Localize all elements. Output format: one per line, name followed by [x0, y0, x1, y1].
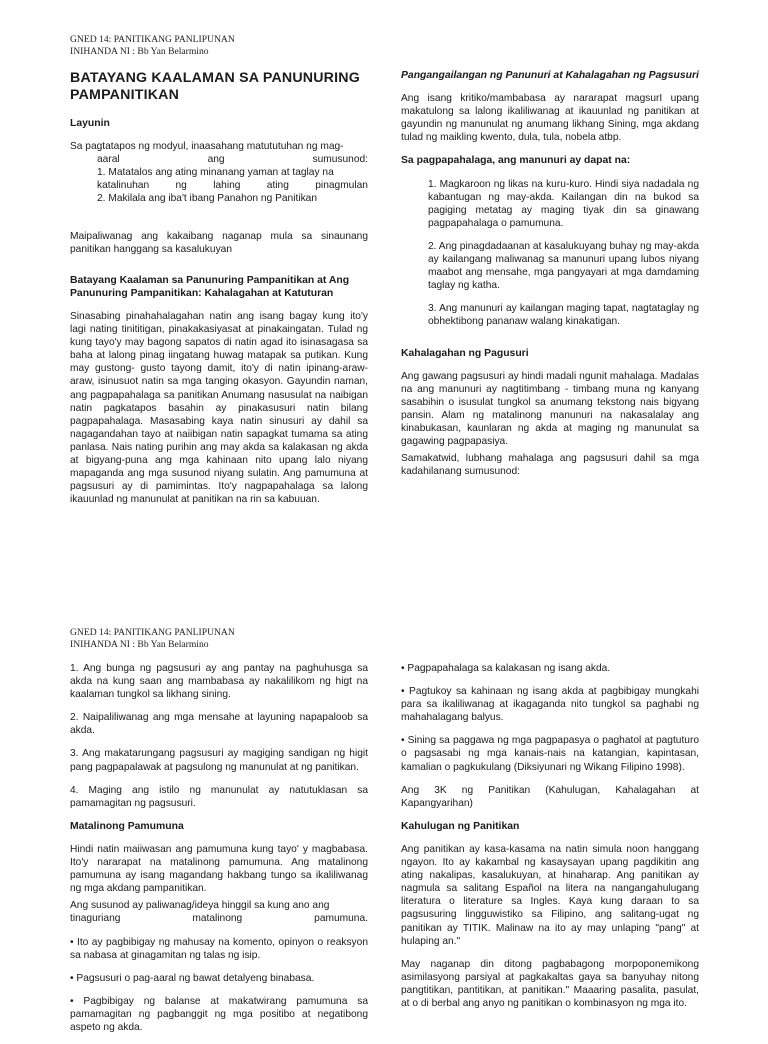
left-column: [70, 70, 368, 516]
explain-paragraph: Maipaliwanag ang kakaibang naganap mula sa sinaunang panitikan hanggang sa kasalukuyan: [70, 230, 368, 255]
critique-heading: Matalinong Pamumuna: [70, 820, 184, 832]
critique-bullet: • Ito ay pagbibigay ng mahusay na komento, opinyon o reaksyon sa nabasa at ginagamitan ng talas ng isip.: [70, 936, 368, 961]
right-bullet: • Sining sa paggawa ng mga pagpapasya o paghatol at pagtuturo o pagsasabi ng mga kanais-nais na katangian, kapintasan, kamalian o pagkukulang (Diksiyunari ng Wikang Filipino 1998).: [401, 735, 699, 773]
objectives-heading: Layunin: [70, 118, 110, 129]
criteria-item: 2. Ang pinagdadaanan at kasalukuyang buhay ng may-akda ay kailangang maliwanag sa manunuri upang lubos niyang maabot ang mensahe, mga pangyayari at mga damdaming taglay ng katha.: [428, 240, 699, 292]
objectives-intro-cont: aaral ang sumusunod:: [97, 154, 368, 166]
course-title: GNED 14: PANITIKANG PANLIPUNAN: [70, 34, 235, 45]
page2-right-column: [401, 662, 699, 1020]
page2-left-column: [70, 662, 368, 1044]
objective-1-cont: katalinuhan ng lahing ating pinagmulan: [97, 180, 368, 192]
section-paragraph: Sinasabing pinahahalagahan natin ang isang bagay kung ito'y lagi nating tinititigan, pinakakasiyasat at pinakaingatan. Tulad ng kung tayo'y may bagong sapatos di natin agad ito isinasagasa sa baha at lalong pinag iingatang huwag matapak sa putikan. Kung may gustong- gusto tayong damit, ito'y di natin ipinang-araw-araw, isinusuot natin sa mga tanging okasyon. Gayundin naman, ang pagpapahalaga sa panitikan Anumang nasusulat na naibigan natin pagkatapos basahin ay pinakasusuri natin bilang pagpapahalaga. Masasabing kaya natin sinusuri ay dahil sa nagagandahan tayo at naiibigan natin sapagkat tumama sa ating panlasa. Nais nating purihin ang may akda sa kalakasan ng akda at bigyang-puna ang mga kahinaan nito upang lalo niyang mapaganda ang mga susunod niyang sulatin. Ang pamumuna at pagsusuri ay di pamimintas. Ito'y nagpapahalaga sa lalong ikauunlad ng manunulat at panitikan na rin sa kabuuan.: [70, 310, 368, 506]
meaning-paragraph-2: May naganap din ditong pagbabagong morpoponemikong asimilasyong parsiyal at pagkakaltas gaya sa banyuhay nitong pangtitikan, pantitikan, at panitikan." Maaaring pasalita, pasulat, at o di berbal ang anyo ng panitikan o kombinasyon ng mga ito.: [401, 958, 699, 1009]
critique-paragraph: Hindi natin maiiwasan ang pamumuna kung tayo' y magbabasa. Ito'y nararapat na matalinong pamumuna. Ang matalinong pamumuna ay isang magandang hakbang tungo sa ikaliliwanag ng mga akdang pampanitikan.: [70, 843, 368, 895]
criteria-item: 3. Ang manunuri ay kailangan maging tapat, nagtataglay ng obhektibong pananaw walang kinakatigan.: [428, 303, 699, 328]
objective-1: 1. Matatalos ang ating minanang yaman at taglay na: [97, 167, 334, 179]
importance-paragraph: Ang gawang pagsusuri ay hindi madali ngunit mahalaga. Madalas na ang manunuri ay nagtitimbang - timbang muna ng kanyang sasabihin o isusulat tungkol sa anumang tekstong nais bigyang pansin. Alam ng matalinong manunuri na nakasalalay ang kinabukasan, kaunlaran ng akda at maging ng manunulat sa gagawing pagpapasiya.: [401, 370, 699, 448]
criteria-item: 1. Magkaroon ng likas na kuru-kuro. Hindi siya nadadala ng kabantugan ng may-akda. Kailangan din na bukod sa pagiging metatag ay maging tiyak din sa ginawang pagpapahalaga o pamumuna.: [428, 178, 699, 229]
importance-heading: Kahalagahan ng Pagusuri: [401, 347, 529, 359]
reason-item: 3. Ang makatarungang pagsusuri ay magiging sandigan ng higit pang pagpapalawak at pagsulong ng manunulat at ng panitikan.: [70, 748, 368, 773]
page-header: [70, 627, 235, 650]
prepared-by: INIHANDA NI : Bb Yan Belarmino: [70, 45, 209, 57]
prepared-by: INIHANDA NI : Bb Yan Belarmino: [70, 638, 209, 650]
course-title: GNED 14: PANITIKANG PANLIPUNAN: [70, 627, 235, 638]
right-intro: Ang isang kritiko/mambabasa ay nararapat magsurI upang makatulong sa lalong ikaliliwanag at ikauunlad ng panitikan at gayundin ng manunulat ng anumang likhang Sining, mga akdang tulad ng maikling kwento, dula, tula, nobela atbp.: [401, 93, 699, 144]
reason-item: 1. Ang bunga ng pagsusuri ay ang pantay na paghuhusga sa akda na kung saan ang mambabasa ay nakalilikom ng higt na kaalaman tungkol sa likhang sining.: [70, 663, 368, 701]
critique-paragraph-2: Ang susunod ay paliwanag/ideya hinggil sa kung ano ang tinaguriang matalinong pamumuna.: [70, 900, 368, 925]
objectives-intro: Sa pagtatapos ng modyul, inaasahang matututuhan ng mag-: [70, 141, 344, 153]
critique-bullet: • Pagbibigay ng balanse at makatwirang pamumuna sa pamamagitan ng pagbanggit ng mga positibo at negatibong aspeto ng akda.: [70, 995, 368, 1033]
right-bullet: • Pagpapahalaga sa kalakasan ng isang akda.: [401, 663, 611, 674]
objective-2: 2. Makilala ang iba't ibang Panahon ng Panitikan: [97, 193, 318, 205]
objectives-block: [70, 140, 368, 205]
page-title: BATAYANG KAALAMAN SA PANUNURING PAMPANITIKAN: [70, 70, 360, 103]
critique-bullet: • Pagsusuri o pag-aaral ng bawat detalyeng binabasa.: [70, 972, 315, 984]
three-k-line: Ang 3K ng Panitikan (Kahulugan, Kahalagahan at Kapangyarihan): [401, 784, 699, 809]
right-bullet: • Pagtukoy sa kahinaan ng isang akda at pagbibigay mungkahi para sa ikaliliwanag at ikagaganda nito tungkol sa paghabi ng mahahalagang balyus.: [401, 686, 699, 724]
criteria-heading: Sa pagpapahalaga, ang manunuri ay dapat na:: [401, 155, 631, 167]
section-heading: Batayang Kaalaman sa Panunuring Pampanitikan at Ang Panunuring Pampanitikan: Kahalagahan at Katuturan: [70, 274, 350, 299]
right-column: [401, 69, 699, 488]
reason-item: 2. Naipaliliwanag ang mga mensahe at layuning napapaloob sa akda.: [70, 712, 368, 737]
right-heading: Pangangailangan ng Panunuri at Kahalagahan ng Pagsusuri: [401, 70, 699, 81]
importance-paragraph-2: Samakatwid, lubhang mahalaga ang pagsusuri dahil sa mga kadahilanang sumusunod:: [401, 453, 699, 478]
page-header: [70, 34, 235, 57]
meaning-heading: Kahulugan ng Panitikan: [401, 820, 520, 832]
meaning-paragraph: Ang panitikan ay kasa-kasama na natin simula noon hanggang ngayon. Ito ay kakambal ng kasaysayan upang pagdikitin ang ating nakalipas, kasalukuyan, at hinaharap. Ang panitikan ay nagmula sa salitang Español na litera na nangangahulugang literatura o literature sa Ingles. Kaya kung daraan to sa pagsusuring lingguwistiko sa Filipino, ang salitang-ugat ng panitikan ay TITIK. Malinaw na ito ay may unlaping "pang" at hulaping an.": [401, 843, 699, 947]
reason-item: 4. Maging ang istilo ng manunulat ay natutuklasan sa pamamagitan ng pagsusuri.: [70, 784, 368, 809]
